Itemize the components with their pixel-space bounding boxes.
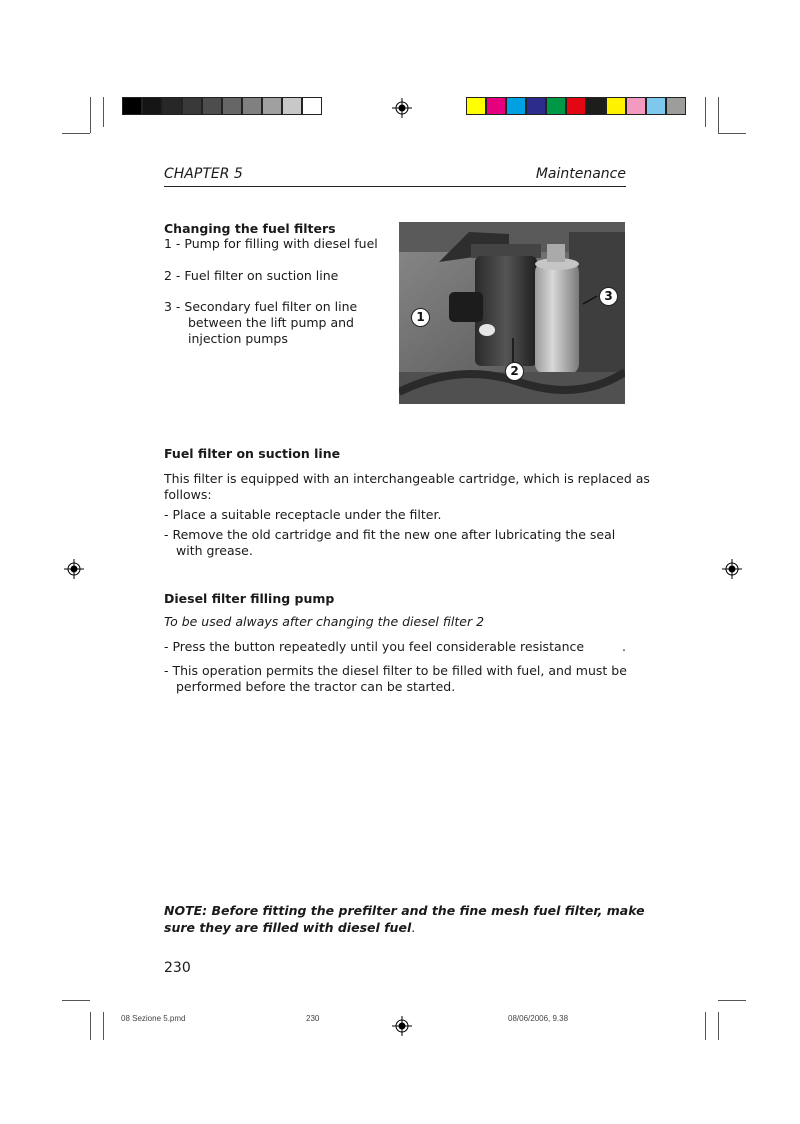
color-swatch [182, 97, 202, 115]
process-color-bar [466, 97, 686, 115]
crop-mark [705, 1012, 706, 1040]
color-swatch [526, 97, 546, 115]
crop-mark [90, 97, 91, 133]
fuel-filter-photo [399, 222, 625, 404]
crop-mark [718, 133, 746, 134]
color-swatch [122, 97, 142, 115]
color-swatch [222, 97, 242, 115]
color-swatch [586, 97, 606, 115]
registration-mark-icon [64, 559, 84, 579]
registration-mark-icon [722, 559, 742, 579]
slug-filename: 08 Sezione 5.pmd [121, 1014, 186, 1023]
note [164, 902, 645, 936]
crop-mark [62, 133, 90, 134]
color-swatch [646, 97, 666, 115]
registration-mark-icon [392, 1016, 412, 1036]
crop-mark [103, 97, 104, 127]
callout-2: 2 [505, 362, 524, 381]
stray-period: . [622, 639, 626, 654]
list-item: 1 - Pump for filling with diesel fuel [164, 236, 378, 251]
list-item: 3 - Secondary fuel filter on line [164, 299, 358, 314]
crop-mark [705, 97, 706, 127]
callout-3: 3 [599, 287, 618, 306]
crop-mark [718, 1000, 746, 1001]
paragraph: This filter is equipped with an interchangeable cartridge, which is replaced as [164, 471, 650, 486]
list-item: injection pumps [188, 331, 288, 346]
paragraph: follows: [164, 487, 212, 502]
color-swatch [666, 97, 686, 115]
italic-note: To be used always after changing the diesel filter 2 [164, 614, 485, 629]
bullet-item: - This operation permits the diesel filter to be filled with fuel, and must be [164, 663, 627, 678]
color-swatch [262, 97, 282, 115]
bullet-item: - Place a suitable receptacle under the filter. [164, 507, 442, 522]
gray-color-bar [122, 97, 322, 115]
color-swatch [302, 97, 322, 115]
note-line: NOTE: Before fitting the prefilter and the fine mesh fuel filter, make [164, 903, 645, 918]
crop-mark [718, 1012, 719, 1040]
note-line: sure they are filled with diesel fuel. [164, 920, 416, 935]
callout-1: 1 [411, 308, 430, 327]
color-swatch [486, 97, 506, 115]
chapter-title: CHAPTER 5 [164, 166, 243, 182]
slug-date: 08/06/2006, 9.38 [508, 1014, 569, 1023]
color-swatch [162, 97, 182, 115]
crop-mark [62, 1000, 90, 1001]
crop-mark [90, 1012, 91, 1040]
bullet-item: performed before the tractor can be started. [176, 679, 456, 694]
color-swatch [466, 97, 486, 115]
color-swatch [202, 97, 222, 115]
bullet-item: with grease. [176, 543, 253, 558]
section-heading: Changing the fuel filters [164, 221, 336, 236]
section-heading: Diesel filter filling pump [164, 591, 335, 606]
color-swatch [606, 97, 626, 115]
color-swatch [566, 97, 586, 115]
registration-mark-icon [392, 98, 412, 118]
section-heading: Fuel filter on suction line [164, 446, 341, 461]
color-swatch [282, 97, 302, 115]
page-number: 230 [164, 960, 191, 976]
list-item: 2 - Fuel filter on suction line [164, 268, 339, 283]
color-swatch [546, 97, 566, 115]
bullet-item: - Remove the old cartridge and fit the new one after lubricating the seal [164, 527, 616, 542]
color-swatch [242, 97, 262, 115]
chapter-header [164, 166, 626, 187]
list-item: between the lift pump and [188, 315, 354, 330]
section-title: Maintenance [535, 166, 626, 182]
crop-mark [718, 97, 719, 133]
color-swatch [506, 97, 526, 115]
crop-mark [103, 1012, 104, 1040]
color-swatch [626, 97, 646, 115]
color-swatch [142, 97, 162, 115]
bullet-item: - Press the button repeatedly until you feel considerable resistance [164, 639, 585, 654]
slug-page: 230 [306, 1014, 320, 1023]
